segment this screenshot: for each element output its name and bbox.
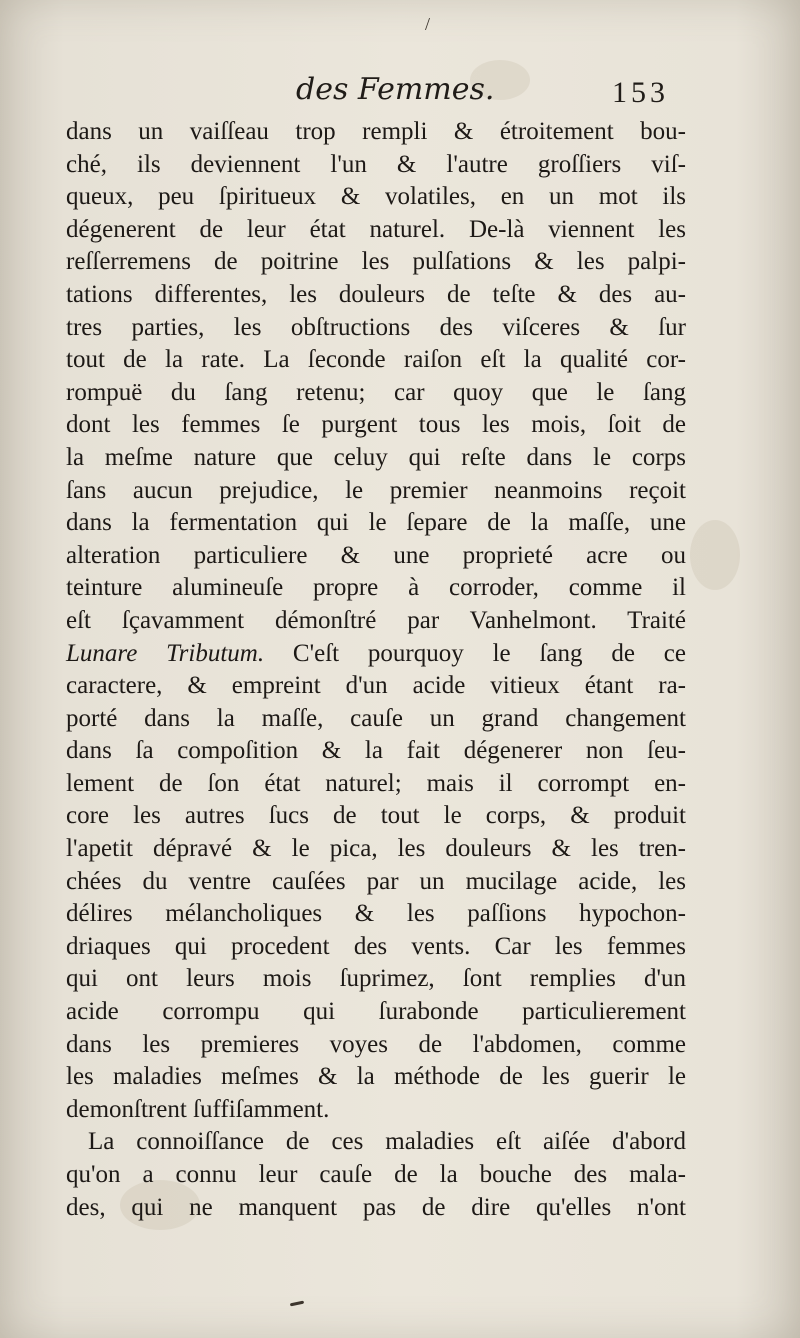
text-line: des, qui ne manquent pas de dire qu'elles n'ont [66, 1193, 686, 1221]
text-line: demonſtrent ſuffiſamment. [66, 1095, 330, 1123]
text-line: tres parties, les obſtructions des viſceres & ſur [66, 313, 686, 341]
text-line: reſſerremens de poitrine les pulſations & les palpi- [66, 248, 686, 276]
text-line: caractere, & empreint d'un acide vitieux étant ra- [66, 672, 686, 700]
text-line: qu'on a connu leur cauſe de la bouche des mala- [66, 1161, 686, 1188]
text-line: dans la fermentation qui le ſepare de la maſſe, une [66, 509, 686, 537]
text-line: dans ſa compoſition & la fait dégenerer non ſeu- [66, 737, 686, 765]
ink-mark [290, 1301, 304, 1307]
text-line: dans les premieres voyes de l'abdomen, comme [66, 1030, 686, 1058]
text-line: qui ont leurs mois ſuprimez, ſont remplies d'un [66, 965, 686, 993]
text-line: la meſme nature que celuy qui reſte dans le corps [66, 443, 686, 471]
text-line: chées du ventre cauſées par un mucilage acide, les [66, 867, 686, 895]
text-line: acide corrompu qui ſurabonde particulierement [66, 998, 686, 1026]
running-title: des Femmes. [296, 72, 495, 107]
body-text [66, 116, 686, 1224]
text-line: l'apetit dépravé & le pica, les douleurs & les tren- [66, 835, 686, 863]
text-line: lement de ſon état naturel; mais il corrompt en- [66, 769, 686, 797]
page-number: 153 [612, 76, 669, 109]
paper-stain [690, 520, 740, 590]
text-line: les maladies meſmes & la méthode de les guerir le [66, 1063, 686, 1091]
text-line: alteration particuliere & une proprieté acre ou [66, 541, 686, 569]
text-line: core les autres ſucs de tout le corps, & produit [66, 802, 686, 830]
text-line: tout de la rate. La ſeconde raiſon eſt la qualité cor- [66, 346, 686, 374]
text-line: ſans aucun prejudice, le premier neanmoins reçoit [66, 476, 686, 504]
top-mark: / [425, 14, 431, 34]
text-line: porté dans la maſſe, cauſe un grand changement [66, 704, 686, 732]
paragraph-first-line: La connoiſſance de ces maladies eſt aiſée d'abord [88, 1128, 686, 1156]
text-line: driaques qui procedent des vents. Car les femmes [66, 932, 686, 960]
text-line: teinture alumineuſe propre à corroder, comme il [66, 574, 686, 602]
text-line: dans un vaiſſeau trop rempli & étroitement bou- [66, 118, 686, 145]
italic-title: Lunare Tributum. [66, 639, 265, 667]
text-line: rompuë du ſang retenu; car quoy que le ſang [66, 378, 686, 406]
text-line: queux, peu ſpiritueux & volatiles, en un mot ils [66, 183, 686, 211]
text-line: eſt ſçavamment démonſtré par Vanhelmont. Traité [66, 606, 686, 634]
text-line: dégenerent de leur état naturel. De-là viennent les [66, 215, 686, 243]
text-line: délires mélancholiques & les paſſions hypochon- [66, 900, 686, 928]
text-line: Lunare Tributum. C'eſt pourquoy le ſang de ce [66, 639, 686, 667]
page-header [0, 72, 800, 120]
text-line: dont les femmes ſe purgent tous les mois, ſoit de [66, 411, 686, 439]
text-line: ché, ils deviennent l'un & l'autre groſſiers viſ- [66, 150, 686, 178]
text-line: tations differentes, les douleurs de teſte & des au- [66, 280, 686, 308]
